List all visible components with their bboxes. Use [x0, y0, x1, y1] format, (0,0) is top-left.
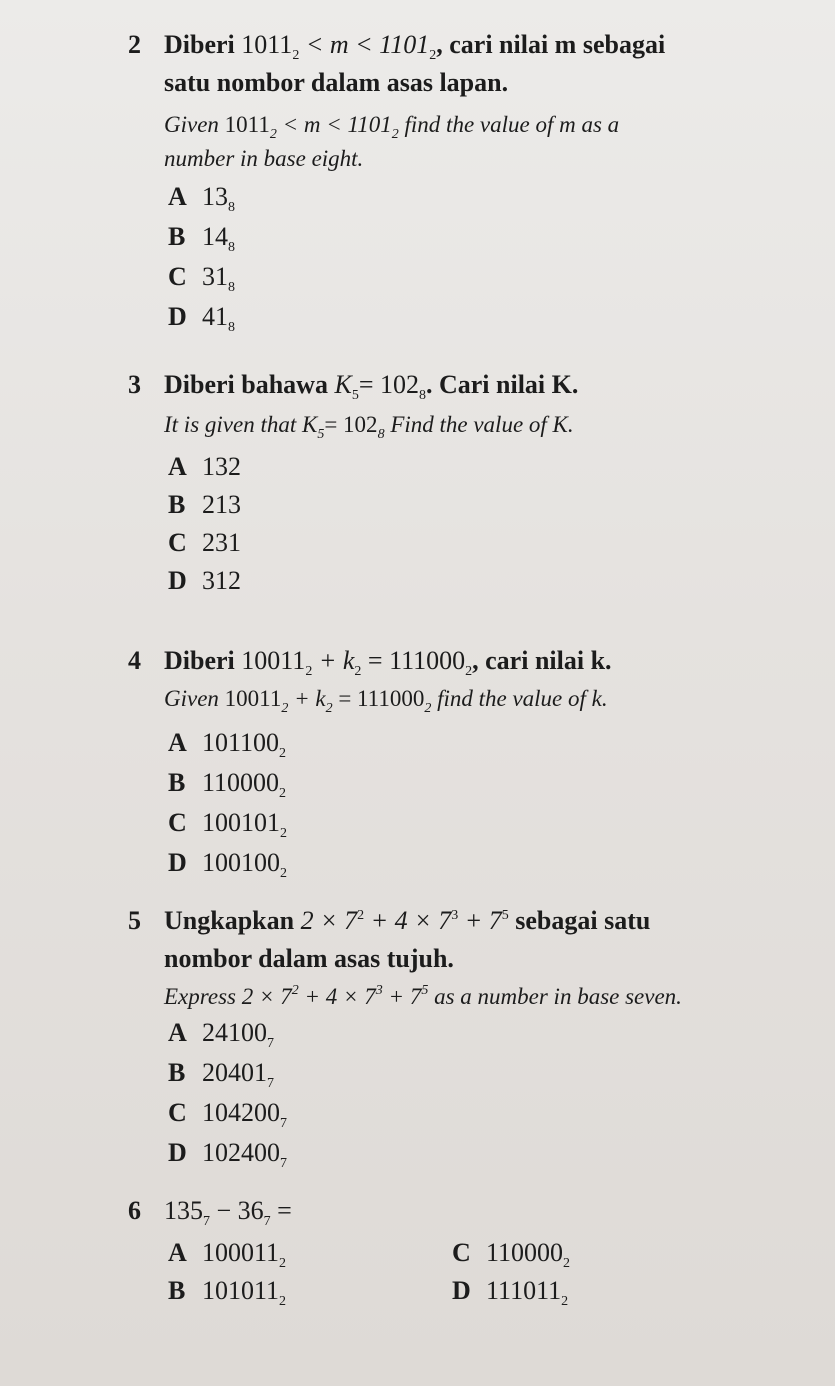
question-2-option-c[interactable] — [168, 262, 235, 295]
option-base: 2 — [563, 1256, 571, 1271]
math-term: 10011 — [241, 646, 306, 675]
text: Given — [164, 686, 225, 711]
text: , cari nilai m sebagai — [436, 30, 666, 59]
option-base: 7 — [280, 1116, 287, 1131]
option-base: 8 — [228, 200, 235, 215]
option-value: 312 — [202, 566, 241, 595]
option-letter: D — [168, 566, 187, 595]
question-2-malay-line1 — [128, 30, 666, 63]
question-5-option-b[interactable] — [168, 1058, 274, 1091]
option-base: 2 — [280, 826, 287, 841]
option-value: 102400 — [202, 1138, 280, 1167]
base-subscript: 2 — [424, 701, 432, 716]
option-base: 2 — [280, 866, 287, 881]
text: find the value of m as a — [398, 112, 620, 137]
question-6-option-b[interactable] — [168, 1276, 287, 1309]
option-letter: D — [168, 848, 187, 877]
text: sebagai satu — [508, 906, 651, 935]
option-letter: B — [168, 490, 186, 519]
question-number: 5 — [128, 906, 141, 935]
math-term: − 36 — [210, 1196, 264, 1225]
option-value: 14 — [202, 222, 228, 251]
question-5-english-line — [164, 984, 682, 1010]
option-letter: C — [168, 1098, 187, 1127]
option-base: 2 — [279, 746, 287, 761]
math-term: + 4 × 7 — [298, 984, 376, 1009]
math-term: = 102 — [324, 412, 378, 437]
question-2-option-a[interactable] — [168, 182, 235, 215]
option-value: 100011 — [202, 1238, 280, 1267]
option-value: 231 — [202, 528, 241, 557]
text: , cari nilai k. — [472, 646, 612, 675]
question-5-option-c[interactable] — [168, 1098, 287, 1131]
math-term: 1011 — [224, 112, 270, 137]
option-letter: A — [168, 452, 187, 481]
question-6-option-a[interactable] — [168, 1238, 287, 1271]
option-value: 100101 — [202, 808, 280, 837]
option-value: 41 — [202, 302, 228, 331]
math-term: 2 × 7 — [300, 906, 358, 935]
option-value: 101011 — [202, 1276, 280, 1305]
option-letter: C — [168, 528, 187, 557]
math-term: 135 — [164, 1196, 203, 1225]
base-subscript: 5 — [317, 427, 325, 442]
question-number: 4 — [128, 646, 141, 675]
option-letter: B — [168, 1058, 186, 1087]
base-subscript: 5 — [351, 388, 359, 403]
option-value: 100100 — [202, 848, 280, 877]
math-term: 2 × 7 — [241, 984, 292, 1009]
question-4-option-d[interactable] — [168, 848, 287, 881]
option-value: 24100 — [202, 1018, 267, 1047]
math-term: < m < 1101 — [276, 112, 392, 137]
question-3-option-b[interactable] — [168, 490, 241, 520]
option-letter: D — [168, 302, 187, 331]
option-letter: D — [452, 1276, 471, 1305]
option-value: 110000 — [486, 1238, 564, 1267]
question-6-option-c[interactable] — [452, 1238, 571, 1271]
question-2-english-line2: number in base eight. — [164, 146, 364, 171]
question-3-malay-line — [128, 370, 579, 403]
option-base: 8 — [228, 280, 235, 295]
math-term: + 4 × 7 — [364, 906, 452, 935]
math-term: + k — [312, 646, 355, 675]
text: Ungkapkan — [164, 906, 301, 935]
text: Diberi — [164, 646, 242, 675]
text: . Cari nilai K. — [425, 370, 579, 399]
option-letter: A — [168, 1238, 187, 1267]
question-2-malay-line2: satu nombor dalam asas lapan. — [164, 68, 509, 97]
math-term: + 7 — [458, 906, 502, 935]
question-2-option-d[interactable] — [168, 302, 235, 335]
option-value: 104200 — [202, 1098, 280, 1127]
text: Given — [164, 112, 225, 137]
exponent: 2 — [357, 908, 365, 923]
base-subscript: 2 — [325, 701, 333, 716]
exponent: 3 — [451, 908, 459, 923]
option-base: 7 — [267, 1036, 274, 1051]
option-letter: A — [168, 182, 187, 211]
question-number: 6 — [128, 1196, 141, 1225]
math-term: K — [301, 412, 318, 437]
option-base: 2 — [279, 1294, 287, 1309]
question-number: 2 — [128, 30, 141, 59]
exponent: 2 — [291, 983, 299, 998]
option-value: 111011 — [486, 1276, 562, 1305]
exponent: 5 — [501, 908, 509, 923]
option-letter: B — [168, 1276, 186, 1305]
text: Express — [164, 984, 242, 1009]
option-letter: B — [168, 768, 186, 797]
option-value: 31 — [202, 262, 228, 291]
question-4-malay-line — [128, 646, 612, 679]
base-subscript: 8 — [377, 427, 385, 442]
option-letter: D — [168, 1138, 187, 1167]
option-letter: C — [452, 1238, 471, 1267]
text: Diberi — [164, 30, 242, 59]
option-letter: B — [168, 222, 186, 251]
math-term: = 111000 — [332, 686, 425, 711]
option-base: 8 — [228, 240, 235, 255]
base-subscript: 2 — [292, 48, 300, 63]
math-term: 1011 — [241, 30, 293, 59]
question-5-option-d[interactable] — [168, 1138, 287, 1171]
option-base: 7 — [280, 1156, 287, 1171]
base-subscript: 7 — [263, 1214, 271, 1229]
base-subscript: 2 — [429, 48, 437, 63]
question-4-option-a[interactable] — [168, 728, 287, 761]
text: Diberi bahawa — [164, 370, 335, 399]
question-4-english-line — [164, 686, 608, 716]
option-base: 2 — [279, 786, 287, 801]
question-5-option-a[interactable] — [168, 1018, 274, 1051]
option-value: 20401 — [202, 1058, 267, 1087]
math-term: = 102 — [358, 370, 419, 399]
math-term: = — [270, 1196, 292, 1225]
text: as a number in base seven. — [428, 984, 682, 1009]
base-subscript: 2 — [281, 701, 289, 716]
question-6-option-d[interactable] — [452, 1276, 569, 1309]
math-term: + k — [288, 686, 326, 711]
option-base: 7 — [267, 1076, 274, 1091]
base-subscript: 2 — [354, 664, 362, 679]
base-subscript: 2 — [465, 664, 473, 679]
option-value: 132 — [202, 452, 241, 481]
option-base: 2 — [561, 1294, 569, 1309]
math-term: + 7 — [382, 984, 422, 1009]
text: Find the value of K. — [384, 412, 574, 437]
question-3-option-c[interactable] — [168, 528, 241, 558]
option-value: 213 — [202, 490, 241, 519]
question-number: 3 — [128, 370, 141, 399]
option-base: 2 — [279, 1256, 287, 1271]
question-4-option-b[interactable] — [168, 768, 287, 801]
option-value: 110000 — [202, 768, 280, 797]
option-value: 101100 — [202, 728, 280, 757]
math-term: 10011 — [224, 686, 282, 711]
question-5-malay-line1 — [128, 906, 650, 936]
question-3-option-d[interactable] — [168, 566, 241, 596]
question-2-english-line1 — [164, 112, 620, 142]
option-letter: C — [168, 808, 187, 837]
math-term: K — [334, 370, 352, 399]
option-base: 8 — [228, 320, 235, 335]
question-3-option-a[interactable] — [168, 452, 241, 482]
math-term: < m < 1101 — [299, 30, 430, 59]
question-3-english-line — [164, 412, 574, 442]
exponent: 5 — [421, 983, 429, 998]
base-subscript: 8 — [418, 388, 426, 403]
base-subscript: 2 — [391, 127, 399, 142]
question-2-option-b[interactable] — [168, 222, 235, 255]
question-5-malay-line2: nombor dalam asas tujuh. — [164, 944, 454, 973]
base-subscript: 2 — [269, 127, 277, 142]
option-letter: C — [168, 262, 187, 291]
base-subscript: 2 — [305, 664, 313, 679]
option-letter: A — [168, 728, 187, 757]
exponent: 3 — [375, 983, 383, 998]
question-6-expression — [128, 1196, 292, 1229]
option-letter: A — [168, 1018, 187, 1047]
math-term: = 111000 — [361, 646, 466, 675]
option-value: 13 — [202, 182, 228, 211]
text: It is given that — [164, 412, 302, 437]
question-4-option-c[interactable] — [168, 808, 287, 841]
base-subscript: 7 — [203, 1214, 210, 1229]
text: find the value of k. — [431, 686, 608, 711]
